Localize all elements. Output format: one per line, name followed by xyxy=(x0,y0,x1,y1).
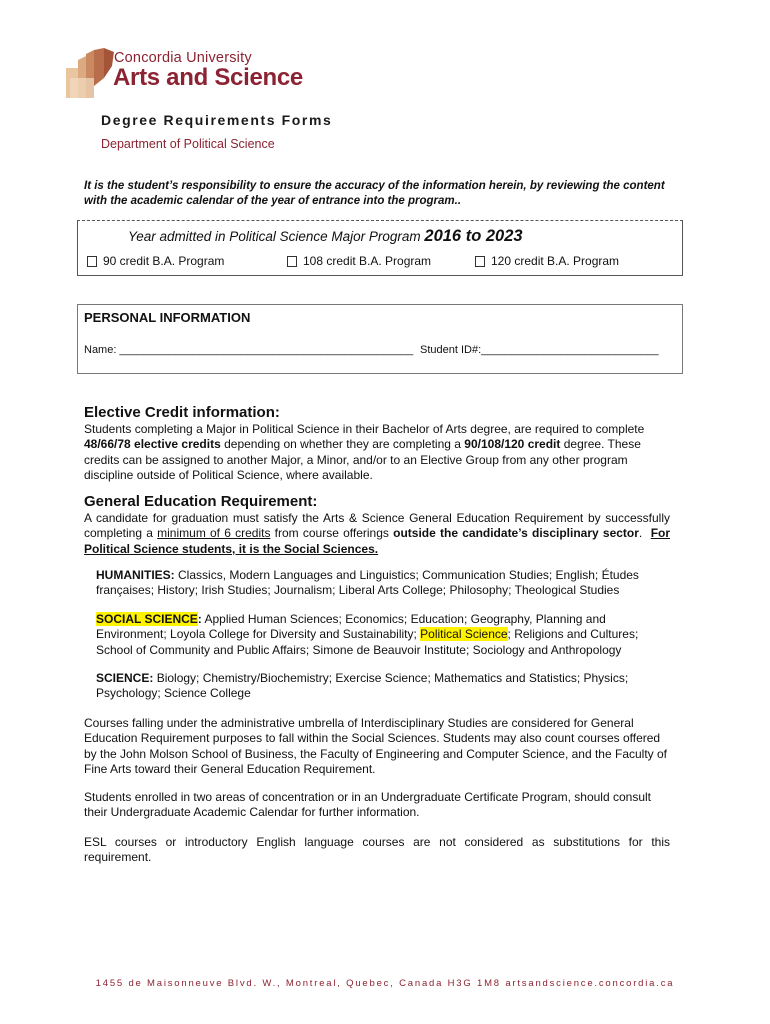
option-108-credit[interactable] xyxy=(287,254,431,268)
year-admitted xyxy=(128,227,523,246)
option-90-credit-label: 90 credit B.A. Program xyxy=(103,254,225,268)
outside-sector-bold: outside the candidate’s disciplinary sector xyxy=(393,526,639,541)
checkbox-120-credit[interactable] xyxy=(475,256,485,267)
elective-credits-bold: 48/66/78 elective credits xyxy=(84,437,221,452)
polisci-note: For Political Science students, it is the Social Sciences. xyxy=(84,526,671,556)
document-title: Degree Requirements Forms xyxy=(101,112,333,128)
year-range: 2016 to 2023 xyxy=(424,227,523,245)
humanities-text: Classics, Modern Languages and Linguistics; Communication Studies; English; Études françaises; History; Irish Studies; Journalism; Liberal Arts College; Philosophy; Theological Studies xyxy=(96,568,639,598)
elective-text-3: degree. These credits can be assigned to another Major, a Minor, and/or to an Elective Group from any other program discipline outside of Political Science, where available. xyxy=(84,437,641,482)
faculty-logo xyxy=(64,48,303,100)
general-education-heading: General Education Requirement: xyxy=(84,493,318,510)
footer-address: 1455 de Maisonneuve Blvd. W., Montreal, Quebec, Canada H3G 1M8 artsandscience.concordia.ca xyxy=(95,978,675,989)
social-science-list xyxy=(96,612,670,658)
social-science-colon: : xyxy=(197,612,202,626)
elective-credit-heading: Elective Credit information: xyxy=(84,404,280,421)
science-label: SCIENCE: xyxy=(96,671,154,685)
science-text: Biology; Chemistry/Biochemistry; Exercise Science; Mathematics and Statistics; Physics; Psychology; Science College xyxy=(96,671,629,701)
science-list xyxy=(96,671,670,702)
option-90-credit[interactable] xyxy=(87,254,224,268)
political-science-highlight: Political Science xyxy=(420,627,508,642)
humanities-label: HUMANITIES: xyxy=(96,568,175,582)
interdisciplinary-paragraph: Courses falling under the administrative umbrella of Interdisciplinary Studies are considered for General Education Requirement purposes to fall within the Social Sciences. Students may also count courses offered by the John Molson School of Business, the Faculty of Engineering and Computer Science, and the Faculty of Fine Arts toward their General Education Requirement. xyxy=(84,716,668,776)
concordia-logo-mark-icon xyxy=(64,48,118,98)
department-name: Department of Political Science xyxy=(101,137,275,151)
program-selection-box xyxy=(77,220,683,276)
checkbox-90-credit[interactable] xyxy=(87,256,97,267)
gen-ed-text-2: from course offerings xyxy=(274,526,389,541)
min-credits-underlined: minimum of 6 credits xyxy=(157,526,271,541)
credit-degree-bold: 90/108/120 credit xyxy=(464,437,561,452)
elective-text-2: depending on whether they are completing a xyxy=(224,437,461,452)
responsibility-note: It is the student’s responsibility to ensure the accuracy of the information herein, by reviewing the content with the academic calendar of the year of entrance into the program.. xyxy=(84,180,665,207)
option-120-credit[interactable] xyxy=(475,254,619,268)
social-science-text-1: Applied Human Sciences; Economics; Education; Geography, Planning and Environment; Loyola College for Diversity and Sustainability; xyxy=(96,612,606,642)
gen-ed-text-3: . xyxy=(638,526,643,541)
general-education-paragraph xyxy=(84,511,670,557)
logo-university-text: Concordia University xyxy=(114,50,252,66)
social-science-text-2: ; Religions and Cultures; School of Community and Public Affairs; Simone de Beauvoir Institute; Sociology and Anthropology xyxy=(96,627,639,657)
esl-paragraph: ESL courses or introductory English language courses are not considered as substitutions for this requirement. xyxy=(84,835,670,865)
checkbox-108-credit[interactable] xyxy=(287,256,297,267)
elective-text-1: Students completing a Major in Political Science in their Bachelor of Arts degree, are required to complete xyxy=(84,422,645,436)
option-120-credit-label: 120 credit B.A. Program xyxy=(491,254,620,268)
personal-information-title: PERSONAL INFORMATION xyxy=(84,310,251,325)
social-science-label: SOCIAL SCIENCE xyxy=(96,612,198,626)
elective-credit-paragraph xyxy=(84,422,670,483)
humanities-list xyxy=(96,568,670,599)
year-admitted-label: Year admitted in Political Science Major Program xyxy=(128,229,421,244)
name-field[interactable]: Name: ________________________________________________ xyxy=(84,344,414,356)
option-108-credit-label: 108 credit B.A. Program xyxy=(303,254,432,268)
two-areas-paragraph: Students enrolled in two areas of concentration or in an Undergraduate Certificate Program, should consult their Undergraduate Academic Calendar for further information. xyxy=(84,790,651,820)
student-id-field[interactable]: Student ID#:_____________________________ xyxy=(420,344,659,356)
logo-faculty-text: Arts and Science xyxy=(113,64,303,91)
personal-information-box xyxy=(77,304,683,374)
gen-ed-text-1: A candidate for graduation must satisfy the Arts & Science General Education Requirement by successfully completing a xyxy=(84,511,670,541)
